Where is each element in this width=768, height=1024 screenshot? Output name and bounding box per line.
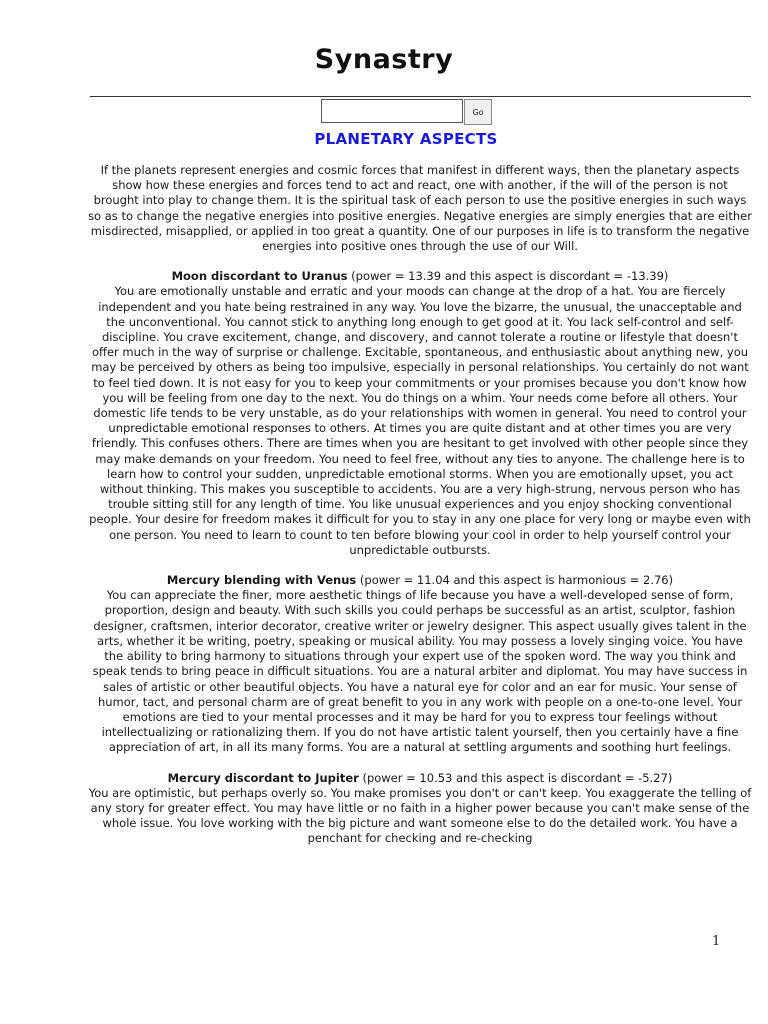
search-form: [321, 99, 492, 125]
intro-paragraph: If the planets represent energies and cosmic forces that manifest in different ways, then the planetary aspects show how these energies and forces tend to act and react, one with another, if the will of the person is not brought into play to change them. It is the spiritual task of each person to use the positive energies in such ways so as to change the negative energies into positive energies. Negative energies are simply energies that are either misdirected, misapplied, or applied in too great a quantity. One of our purposes in life is to transform the negative energies into positive ones through the use of our Will.: [88, 163, 752, 254]
page-title: Synastry: [314, 44, 454, 75]
aspect-heading: Moon discordant to Uranus: [171, 269, 348, 284]
aspect-heading: Mercury blending with Venus: [166, 573, 357, 588]
aspect-block: [88, 573, 752, 755]
aspect-meta: (power = 11.04 and this aspect is harmonious = 2.76): [356, 573, 674, 588]
aspect-meta: (power = 13.39 and this aspect is discordant = -13.39): [347, 269, 669, 284]
aspect-text: You are optimistic, but perhaps overly so. You make promises you don't or can't keep. You exaggerate the telling of any story for greater effect. You may have little or no faith in a higher power because you can't make sense of the whole issue. You love working with the big picture and want someone else to do the detailed work. You have a penchant for checking and re-checking: [88, 785, 752, 846]
aspect-meta: (power = 10.53 and this aspect is discordant = -5.27): [358, 770, 673, 785]
aspect-text: You can appreciate the finer, more aesthetic things of life because you have a well-developed sense of form, proportion, design and beauty. With such skills you could perhaps be successful as an artist, sculptor, fashion designer, craftsmen, interior decorator, creative writer or jewelry designer. This aspect usually gives talent in the arts, whether it be writing, poetry, speaking or musical ability. You may possess a lovely singing voice. You have the ability to bring harmony to situations through your expert use of the spoken word. The way you think and speak tends to bring peace in difficult situations. You are a natural arbiter and diplomat. You may have success in sales of artistic or other beautiful objects. You have a natural eye for color and an ear for music. Your sense of humor, tact, and personal charm are of great benefit to you in any work with people on a one-to-one level. Your emotions are tied to your mental processes and it may be hard for you to express tour feelings without intellectualizing or rationalizing them. If you do not have artistic talent yourself, then you certainly have a fine appreciation of art, in all its many forms. You are a natural at settling arguments and soothing hurt feelings.: [92, 588, 748, 755]
section-title: PLANETARY ASPECTS: [314, 130, 498, 148]
aspect-text: You are emotionally unstable and erratic and your moods can change at the drop of a hat. You are fiercely independent and you hate being restrained in any way. You love the bizarre, the unusual, the unacceptable and the unconventional. You cannot stick to anything long enough to get good at it. You lack self-control and self-discipline. You crave excitement, change, and discovery, and cannot tolerate a routine or lifestyle that doesn't offer much in the way of surprise or challenge. Excitable, spontaneous, and enthusiastic about anything new, you may be perceived by others as being too impulsive, especially in personal relationships. You certainly do not want to feel tied down. It is not easy for you to keep your commitments or your promises because you don't know how you will be feeling from one day to the next. You do things on a whim. Your needs come before all others. Your domestic life tends to be very unstable, as do your relationships with women in general. You need to control your unpredictable emotional responses to others. At times you are quite distant and at other times you are very friendly. This confuses others. There are times when you are hesitant to get involved with other people since they may make demands on your freedom. You need to feel free, without any ties to anyone. The challenge here is to learn how to control your sudden, unpredictable emotional storms. When you are emotionally upset, you act without thinking. This makes you susceptible to accidents. You are a very high-strung, nervous person who has trouble sitting still for any length of time. You like unusual experiences and you enjoy shocking conventional people. Your desire for freedom makes it difficult for you to stay in any one place for very long or maybe even with one person. You need to learn to count to ten before blowing your cool in order to help yourself control your unpredictable outbursts.: [89, 284, 751, 557]
aspect-block: [88, 771, 752, 847]
search-input[interactable]: [321, 99, 463, 123]
article-body: [88, 163, 752, 862]
page-number: 1: [712, 934, 721, 949]
aspect-heading: Mercury discordant to Jupiter: [167, 770, 359, 785]
aspect-block: [88, 269, 752, 558]
go-button[interactable]: Go: [464, 99, 492, 125]
title-divider: [90, 96, 751, 97]
